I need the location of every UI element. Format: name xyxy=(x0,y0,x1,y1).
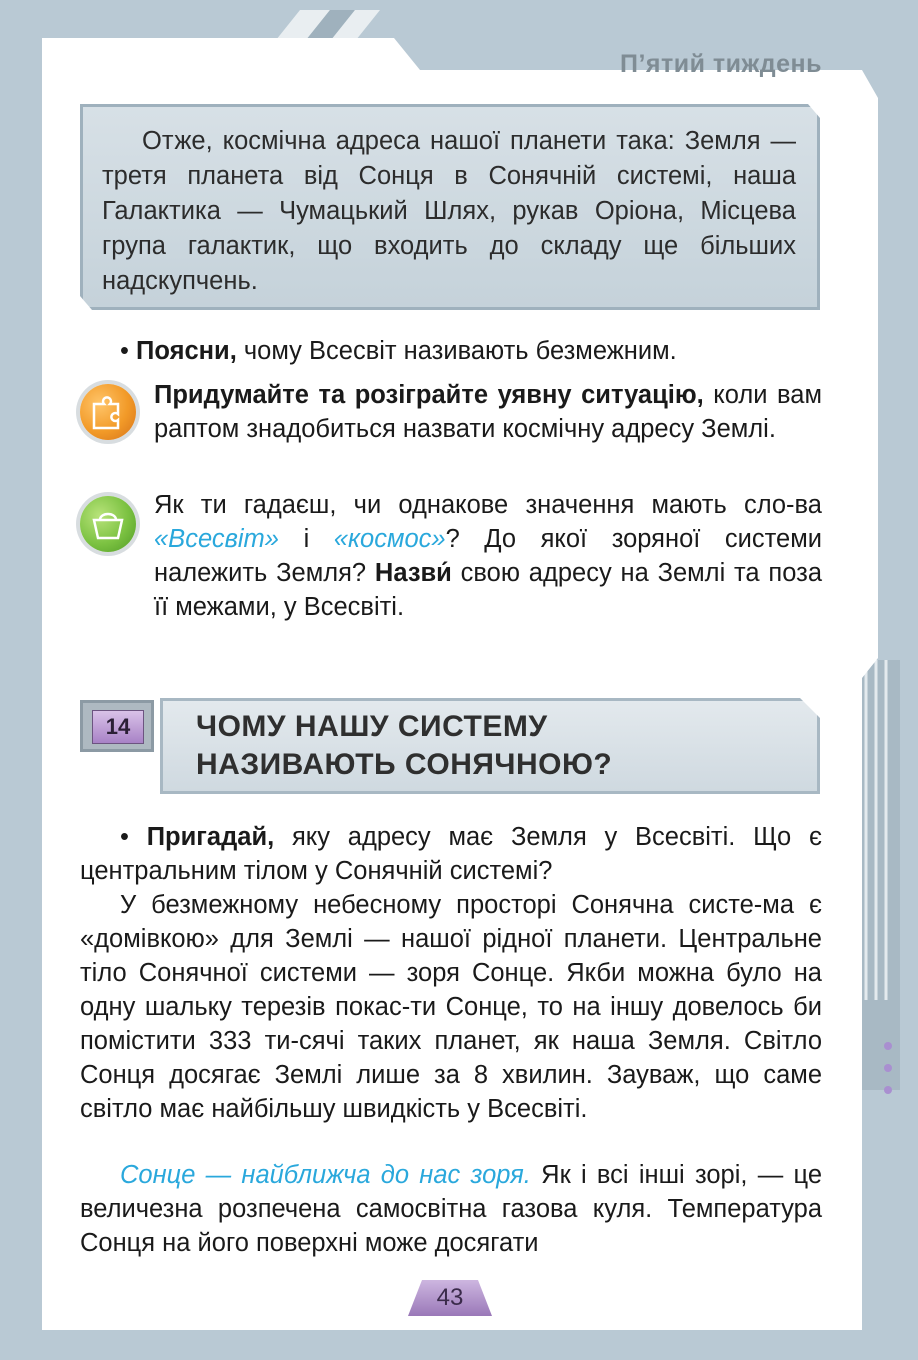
term-vsesvit: «Всесвіт» xyxy=(154,525,279,553)
term-kosmos: «космос» xyxy=(333,525,446,553)
recall-question: • Пригадай, яку адресу має Земля у Всесвіті. Що є центральним тілом у Сонячній системі? xyxy=(80,823,823,885)
bullet-explain: • Поясни, чому Всесвіт називають безмежним. xyxy=(120,337,677,365)
task-think-part2: і xyxy=(279,525,334,553)
task-think-bold: Назви́ xyxy=(374,559,452,587)
puzzle-icon xyxy=(80,384,136,440)
task-think-part4: свою адресу на Землі та поза її межами, у Всесвіті. xyxy=(154,559,822,621)
task-think xyxy=(154,488,822,624)
paragraph-sun xyxy=(80,1158,822,1260)
section-title xyxy=(196,708,796,784)
section-title-line2: НАЗИВАЮТЬ СОНЯЧНОЮ? xyxy=(196,748,613,781)
task-think-part3: ? До якої зоряної системи належить Земля? xyxy=(154,525,823,587)
recall-text: яку адресу має Земля у Всесвіті. Що є центральним тілом у Сонячній системі? xyxy=(80,823,823,885)
week-header: П’ятий тиждень xyxy=(619,50,822,78)
paragraph-solar-system: У безмежному небесному просторі Сонячна систе-ма є «домівкою» для Землі — нашої рідної планети. Центральне тіло Сонячної системи — зоря Сонце. Якби можна було на одну шальку терезів покас-ти Сонце, то на іншу довелось би помістити 333 ти-сячі таких планет, як наша Земля. Світло Сонця досягає Землі лише за 8 хвилин. Зауваж, що саме світло має найбільшу швидкість у Всесвіті. xyxy=(80,891,822,1123)
recall-bold: Пригадай, xyxy=(146,823,275,851)
section-title-line1: ЧОМУ НАШУ СИСТЕМУ xyxy=(196,710,548,743)
task-think-part1: Як ти гадаєш, чи однакове значення мають сло-ва xyxy=(154,491,822,519)
sun-text: Як і всі інші зорі, — це величезна розпечена самосвітна газова куля. Температура Сонця на його поверхні може досягати xyxy=(80,1161,822,1257)
info-box-text: Отже, космічна адреса нашої планети така: Земля — третя планета від Сонця в Сонячній системі, наша Галактика — Чумацький Шлях, рукав Оріона, Місцева група галактик, що входить до складу ще більших надскупчень. xyxy=(102,127,796,295)
task-roleplay-bold: Придумайте та розіграйте уявну ситуацію, xyxy=(154,381,704,409)
task-roleplay-text: коли вам раптом знадобиться назвати космічну адресу Землі. xyxy=(154,381,822,443)
task-roleplay xyxy=(154,378,822,446)
page-number: 43 xyxy=(436,1284,464,1311)
decorative-dots xyxy=(884,1042,892,1108)
bullet-explain-bold: Поясни, xyxy=(136,337,237,365)
sun-highlight: Сонце — найближча до нас зоря. xyxy=(120,1161,531,1189)
section-number: 14 xyxy=(92,710,144,744)
basket-icon xyxy=(80,496,136,552)
bullet-explain-text: чому Всесвіт називають безмежним. xyxy=(236,337,677,365)
